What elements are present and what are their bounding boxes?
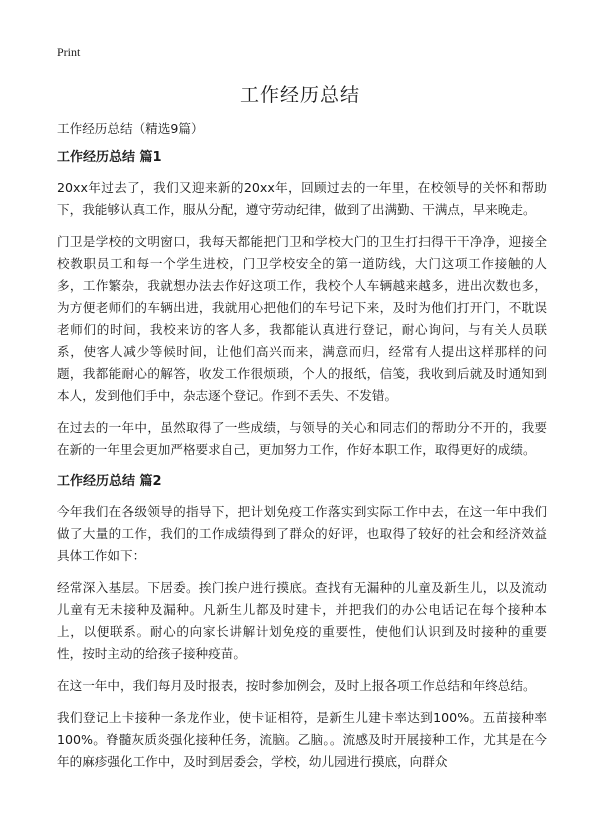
section-1 [57, 147, 547, 461]
paragraph: 我们登记上卡接种一条龙作业，使卡证相符，是新生儿建卡率达到100%。五苗接种率100%。脊髓灰质炎强化接种任务，流脑。乙脑。。流感及时开展接种工作，尤其是在今年的麻疹强化工作中，及时到居委会，学校，幼儿园进行摸底，向群众 [57, 710, 547, 769]
document-subtitle: 工作经历总结（精选9篇） [57, 121, 204, 136]
print-link[interactable]: Print [57, 45, 81, 59]
paragraph: 门卫是学校的文明窗口，我每天都能把门卫和学校大门的卫生打扫得干干净净，迎接全校教职员工和每一个学生进校，门卫学校安全的第一道防线，大门这项工作接触的人多，工作繁杂，我就想办法去作好这项工作，我校个人车辆越来越多，进出次数也多，为方便老师们的车辆出进，我就用心把他们的车号记下来，及时为他们打开门，不耽误老师们的时间，我校来访的客人多，我都能认真进行登记，耐心询问，与有关人员联系，使客人减少等候时间，让他们高兴而来，满意而归，经常有人提出这样那样的问题，我都能耐心的解答，收发工作很烦琐，个人的报纸，信笺，我收到后就及时通知到本人，发到他们手中，杂志逐个登记。作到不丢失、不发错。 [57, 234, 547, 403]
section-2 [57, 471, 547, 773]
section-heading: 工作经历总结 篇2 [57, 474, 162, 489]
document-body [57, 118, 547, 783]
paragraph: 经常深入基层。下居委。挨门挨户进行摸底。查找有无漏种的儿童及新生儿，以及流动儿童有无未接种及漏种。凡新生儿都及时建卡，并把我们的办公电话记在每个接种本上，以便联系。耐心的向家长讲解计划免疫的重要性，使他们认识到及时接种的重要性，按时主动的给孩子接种疫苗。 [57, 580, 547, 661]
paragraph: 今年我们在各级领导的指导下，把计划免疫工作落实到实际工作中去，在这一年中我们做了大量的工作，我们的工作成绩得到了群众的好评，也取得了较好的社会和经济效益具体工作如下： [57, 504, 547, 563]
paragraph: 在过去的一年中，虽然取得了一些成绩，与领导的关心和同志们的帮助分不开的，我要在新的一年里会更加严格要求自己，更加努力工作，作好本职工作，取得更好的成绩。 [57, 420, 547, 457]
section-heading: 工作经历总结 篇1 [57, 150, 162, 165]
paragraph: 在这一年中，我们每月及时报表，按时参加例会，及时上报各项工作总结和年终总结。 [57, 678, 536, 693]
document-title: 工作经历总结 [239, 84, 360, 106]
paragraph: 20xx年过去了，我们又迎来新的20xx年，回顾过去的一年里，在校领导的关怀和帮助下，我能够认真工作，服从分配，遵守劳动纪律，做到了出满勤、干满点，早来晚走。 [57, 180, 547, 217]
